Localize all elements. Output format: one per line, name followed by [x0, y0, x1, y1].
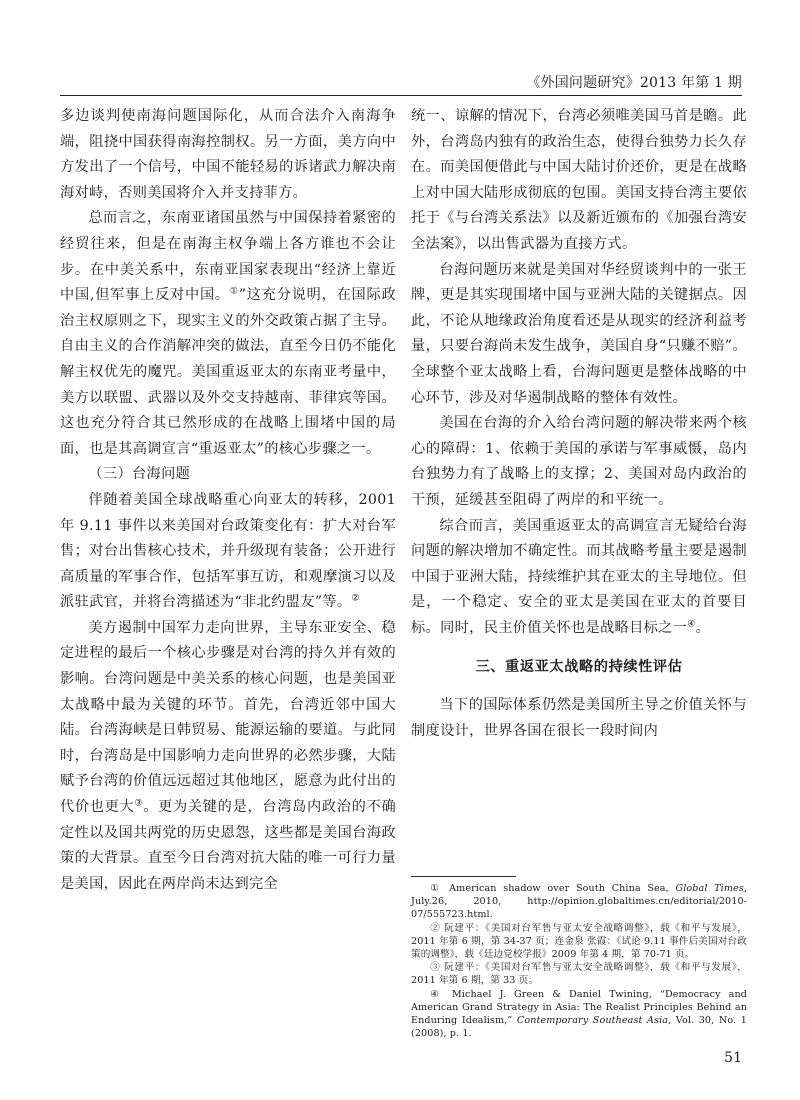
footnote: ③ 阮建平：《美国对台军售与亚太安全战略调整》，载《和平与发展》，2011 年第 6 期，第 33 页。	[411, 962, 747, 987]
paragraph-text: 美方遏制中国军力走向世界，主导东亚安全、稳定进程的最后一个核心步骤是对台湾的持久并有效的影响。台湾问题是中美关系的核心问题，也是美国亚太战略中最为关键的环节。首先，台湾近邻中国大陆。台湾海峡是日韩贸易、能源运输的要道。与此同时，台湾岛是中国影响力走向世界的必然步骤，大陆赋予台湾的价值远远超过其他地区，愿意为此付出的代价也更大	[60, 619, 396, 816]
paragraph-text: 综合而言，美国重返亚太的高调宣言无疑给台海问题的解决增加不确定性。而其战略考量主要是遏制中国于亚洲大陆，持续维护其在亚太的主导地位。但是，一个稳定、安全的亚太是美国在亚太的首要目标。同时，民主价值关怀也是战略目标之一	[411, 517, 747, 636]
footnote-ref[interactable]: ③	[134, 798, 144, 809]
paragraph-text: 伴随着美国全球战略重心向亚太的转移，2001 年 9.11 事件以来美国对台政策变化有：扩大对台军售；对台出售核心技术，并升级现有装备；公开进行高质量的军事合作，包括军事互访，和观摩演习以及派驻武官，并将台湾描述为“非北约盟友”等。	[60, 491, 396, 611]
paragraph-text: 。更为关键的是，台湾岛内政治的不确定性以及国共两党的历史恩怨，这些都是美国台海政策的大背景。直至今日台湾对抗大陆的唯一可行力量是美国，因此在两岸尚未达到完全	[60, 799, 396, 892]
paragraph	[411, 514, 747, 642]
footnote-source-title: Global Times	[675, 883, 744, 894]
paragraph-text: 。	[695, 619, 711, 636]
section-heading: 三、重返亚太战略的持续性评估	[475, 659, 683, 676]
paragraph	[60, 206, 396, 462]
left-column	[60, 104, 396, 897]
running-header: 《外国问题研究》2013 年第 1 期	[526, 75, 742, 91]
footnote-text: ④ Michael J. Green & Daniel Twining, “Democracy and American Grand Strategy in Asia: The Realist Principles Behind an Enduring Idealism,”	[411, 988, 747, 1027]
footnote	[411, 882, 747, 922]
paragraph	[60, 488, 396, 616]
subsection-heading: （三）台海问题	[88, 466, 191, 483]
footnote-source-title: Contemporary Southeast Asia	[516, 1015, 669, 1027]
footnotes	[411, 882, 747, 1040]
footnote-ref[interactable]: ②	[351, 593, 360, 604]
footnote: ② 阮建平：《美国对台军售与亚太安全战略调整》，载《和平与发展》，2011 年第 6 期，第 34-37 页；连金泉 张霞：《试论 9.11 事件后美国对台政策的调整》，载《廷边党校学报》2009 年第 4 期，第 70-71 页。	[411, 922, 747, 961]
paragraph-text: ”这充分说明，在国际政治主权原则之下，现实主义的外交政策占据了主导。自由主义的合作消解冲突的做法，直至今日仍不能化解主权优先的魔咒。美国重返亚太的东南亚考量中，美方以联盟、武器以及外交支持越南、菲律宾等国。这也充分符合其已然形成的在战略上围堵中国的局面，也是其高调宣言“重返亚太”的核心步骤之一。	[60, 287, 397, 457]
footnote-text: ① American shadow over South China Sea,	[430, 883, 676, 894]
page-number: 51	[724, 1050, 742, 1066]
right-column	[411, 104, 747, 744]
header-rule	[60, 95, 742, 96]
footnote-text: , July.26, 2010, http://opinion.globaltimes.cn/editorial/2010-07/555723.html.	[411, 883, 747, 921]
footnote-ref[interactable]: ④	[687, 619, 696, 630]
paragraph: 统一、谅解的情况下，台湾必须唯美国马首是瞻。此外，台湾岛内独有的政治生态，使得台独势力长久存在。而美国便借此与中国大陆讨价还价，更是在战略上对中国大陆形成彻底的包围。美国支持台湾主要依托于《与台湾关系法》以及新近颁布的《加强台湾安全法案》，以出售武器为直接方式。	[411, 108, 747, 252]
footnote-text: , Vol. 30, No. 1 (2008), p. 1.	[411, 1015, 747, 1040]
paragraph: 多边谈判使南海问题国际化，从而合法介入南海争端，阻挠中国获得南海控制权。另一方面，美方向中方发出了一个信号，中国不能轻易的诉诸武力解决南海对峙，否则美国将介入并支持菲方。	[60, 108, 396, 201]
paragraph: 美国在台海的介入给台湾问题的解决带来两个核心的障碍：1、依赖于美国的承诺与军事威慑，岛内台独势力有了战略上的支撑；2、美国对岛内政治的干预，延缓甚至阻碍了两岸的和平统一。	[411, 415, 747, 508]
footnote-rule	[411, 876, 516, 877]
paragraph: 当下的国际体系仍然是美国所主导之价值关怀与制度设计，世界各国在很长一段时间内	[411, 697, 747, 739]
paragraph: 台海问题历来就是美国对华经贸谈判中的一张王牌，更是其实现围堵中国与亚洲大陆的关键据点。因此，不论从地缘政治角度看还是从现实的经济利益考量，只要台海尚未发生战争，美国自身“只赚不赔”。全球整个亚太战略上看，台海问题更是整体战略的中心环节，涉及对华遏制战略的整体有效性。	[411, 261, 747, 406]
paragraph-text: 总而言之，东南亚诸国虽然与中国保持着紧密的经贸往来，但是在南海主权争端上各方谁也不会让步。在中美关系中，东南亚国家表现出“经济上靠近中国,但军事上反对中国。	[60, 210, 396, 304]
footnote-ref[interactable]: ①	[229, 286, 239, 297]
paragraph	[60, 616, 396, 898]
footnote	[411, 988, 747, 1041]
